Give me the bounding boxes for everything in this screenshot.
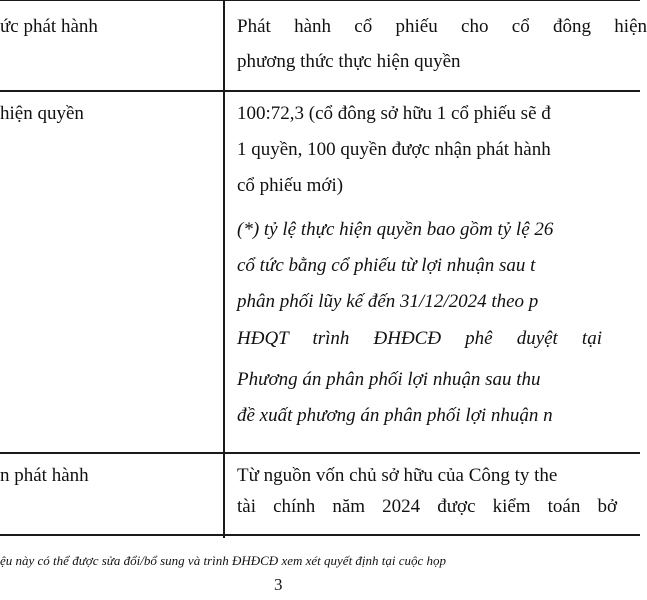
row-3-value-line-1: Từ nguồn vốn chủ sở hữu của Công ty the	[237, 465, 558, 486]
row-2-note-line-6: đề xuất phương án phân phối lợi nhuận n	[237, 405, 553, 426]
column-divider	[223, 0, 225, 538]
row-2-value-line-2: 1 quyền, 100 quyền được nhận phát hành	[237, 139, 551, 160]
row-2-note-line-1: (*) tỷ lệ thực hiện quyền bao gồm tỷ lệ 26	[237, 219, 554, 240]
row-divider-2	[0, 452, 640, 454]
row-3-label: n phát hành	[0, 465, 89, 486]
row-2-note-line-5: Phương án phân phối lợi nhuận sau thu	[237, 369, 541, 390]
row-2-note-line-3: phân phối lũy kế đến 31/12/2024 theo p	[237, 291, 539, 312]
table-border-bottom	[0, 534, 640, 536]
row-2-value-line-1: 100:72,3 (cổ đông sở hữu 1 cổ phiếu sẽ đ	[237, 103, 551, 124]
row-1-label: ức phát hành	[0, 16, 98, 37]
row-2-label: hiện quyền	[0, 103, 84, 124]
row-3-value-line-2: tài chính năm 2024 được kiểm toán bở	[237, 496, 617, 517]
footnote: ệu này có thể được sửa đổi/bổ sung và trình ĐHĐCĐ xem xét quyết định tại cuộc họp	[0, 553, 447, 568]
row-1-value-line-1: Phát hành cổ phiếu cho cổ đông hiện	[237, 16, 647, 37]
row-divider-1	[0, 90, 640, 92]
row-1-value-line-2: phương thức thực hiện quyền	[237, 51, 461, 72]
table-border-top	[0, 0, 640, 1]
page-number: 3	[274, 575, 283, 594]
row-2-note-line-2: cổ tức bằng cổ phiếu từ lợi nhuận sau t	[237, 255, 536, 276]
row-2-note-line-4: HĐQT trình ĐHĐCĐ phê duyệt tại	[237, 328, 602, 349]
row-2-value-line-3: cổ phiếu mới)	[237, 175, 344, 196]
